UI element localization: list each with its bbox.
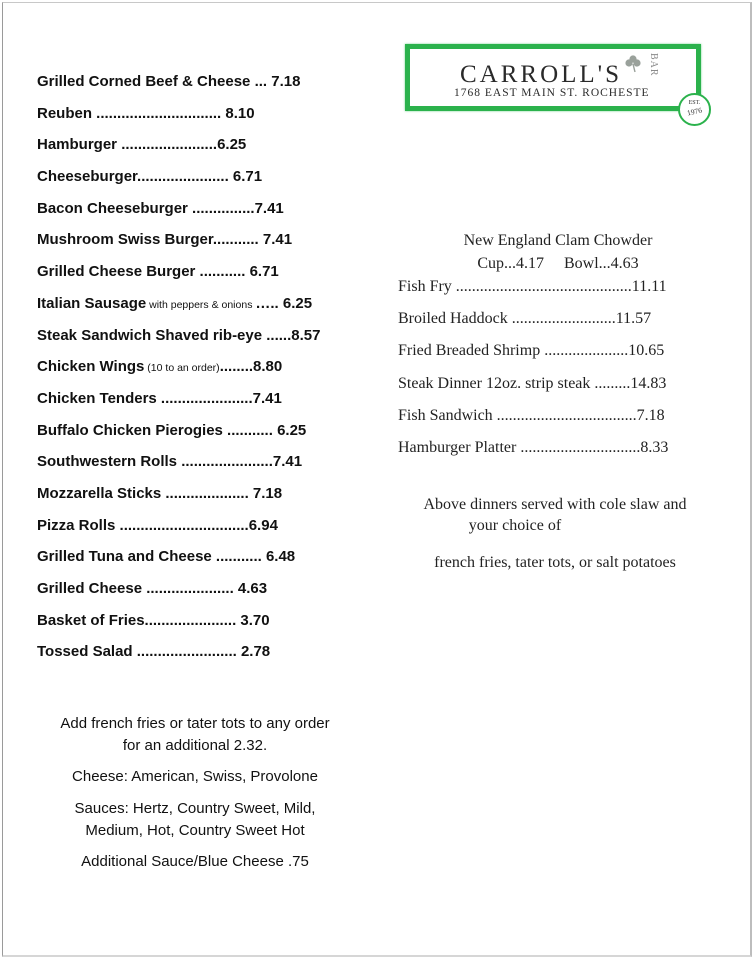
- menu-item: Mushroom Swiss Burger........... 7.41: [37, 231, 293, 249]
- addon-sauces-line1: Sauces: Hertz, Country Sweet, Mild,: [74, 800, 316, 817]
- dinner-item-price: 8.33: [640, 438, 669, 456]
- menu-item-price: 7.41: [272, 453, 303, 471]
- menu-item-price: 7.18: [271, 73, 301, 90]
- menu-item: Bacon Cheeseburger ...............7.41: [37, 199, 284, 217]
- menu-item: Steak Sandwich Shaved rib-eye ......8.57: [37, 326, 321, 344]
- menu-item-price: 7.41: [262, 231, 293, 249]
- menu-item-price: 6.25: [277, 421, 307, 439]
- carrolls-logo: [405, 44, 701, 111]
- menu-item: Basket of Fries...................... 3.70: [37, 611, 270, 629]
- menu-item: Chicken Wings (10 to an order)........8.80: [37, 358, 283, 376]
- menu-item: Tossed Salad ........................ 2.78: [37, 643, 271, 661]
- menu-item-price: 6.48: [265, 548, 296, 566]
- dinner-item-price: 10.65: [628, 342, 665, 360]
- addon-fries-line1: Add french fries or tater tots to any order: [60, 715, 330, 732]
- badge-year: 1976: [686, 105, 703, 118]
- dinner-item: Steak Dinner 12oz. strip steak .........14.83: [398, 374, 667, 392]
- menu-item-price: 3.70: [240, 611, 270, 629]
- dinner-item: Fish Fry ............................................11.11: [398, 278, 667, 295]
- addon-cheese: Cheese: American, Swiss, Provolone: [72, 768, 318, 785]
- chowder-sizes: Cup...4.17 Bowl...4.63: [477, 255, 639, 272]
- menu-item: Southwestern Rolls ......................7.41: [37, 453, 303, 471]
- shamrock-icon: [623, 53, 643, 73]
- established-badge: [678, 93, 711, 126]
- menu-item: Hamburger .......................6.25: [37, 136, 247, 154]
- dinner-item-price: 14.83: [630, 374, 667, 392]
- menu-item-price: 6.71: [232, 168, 263, 186]
- addon-extra-sauce: Additional Sauce/Blue Cheese .75: [81, 853, 309, 870]
- menu-item-price: 8.57: [291, 326, 321, 344]
- badge-est: EST.: [688, 100, 701, 106]
- menu-item-price: 7.41: [254, 199, 284, 217]
- menu-item: Grilled Cheese ..................... 4.63: [37, 580, 268, 597]
- dinner-item-price: 11.11: [631, 278, 667, 295]
- logo-name: CARROLL'S: [460, 61, 623, 88]
- dinner-item: Broiled Haddock ..........................11.57: [398, 310, 652, 328]
- menu-item: Cheeseburger...................... 6.71: [37, 168, 263, 186]
- dinner-item: Hamburger Platter ..............................8.33: [398, 438, 669, 456]
- logo-address: 1768 EAST MAIN ST. ROCHESTE: [454, 87, 650, 99]
- served-with-line1: Above dinners served with cole slaw and: [423, 496, 687, 513]
- chowder-title: New England Clam Chowder: [463, 232, 653, 249]
- menu-item: Grilled Tuna and Cheese ........... 6.48: [37, 548, 296, 566]
- menu-item-price: 6.71: [249, 263, 279, 281]
- menu-item-price: 7.18: [252, 484, 283, 502]
- menu-item: Pizza Rolls ...............................6.94: [37, 516, 278, 534]
- served-with-line2: your choice of: [468, 517, 562, 534]
- menu-item: Buffalo Chicken Pierogies ........... 6.25: [37, 421, 307, 439]
- menu-item-price: 8.80: [253, 358, 283, 376]
- menu-item: Grilled Corned Beef & Cheese ... 7.18: [37, 73, 301, 90]
- menu-item-price: 7.41: [252, 389, 282, 407]
- menu-item-price: 2.78: [240, 643, 271, 661]
- dinner-item: Fried Breaded Shrimp .....................10.65: [398, 342, 665, 360]
- menu-item-price: 6.25: [217, 136, 247, 154]
- menu-item-price: 6.25: [282, 294, 313, 312]
- sandwich-menu-list: [37, 71, 377, 673]
- addon-fries-line2: for an additional 2.32.: [122, 737, 268, 754]
- menu-item: Chicken Tenders ......................7.41: [37, 389, 282, 407]
- menu-item-price: 8.10: [225, 104, 255, 122]
- dinner-item: Fish Sandwich ...................................7.18: [398, 406, 665, 424]
- served-with-line3: french fries, tater tots, or salt potatoes: [434, 554, 676, 571]
- menu-item-price: 4.63: [237, 580, 268, 597]
- dinner-item-price: 11.57: [615, 310, 652, 328]
- menu-item-price: 6.94: [248, 516, 278, 534]
- dinner-item-price: 7.18: [636, 406, 665, 424]
- dinner-menu-list: [398, 276, 718, 469]
- menu-item: Mozzarella Sticks .................... 7.18: [37, 484, 283, 502]
- menu-item: Italian Sausage with peppers & onions ….. 6.25: [37, 294, 313, 312]
- menu-item: Grilled Cheese Burger ........... 6.71: [37, 263, 279, 281]
- menu-item: Reuben .............................. 8.10: [37, 104, 255, 122]
- logo-bar-text: BAR: [648, 53, 659, 77]
- addon-sauces-line2: Medium, Hot, Country Sweet Hot: [85, 822, 305, 839]
